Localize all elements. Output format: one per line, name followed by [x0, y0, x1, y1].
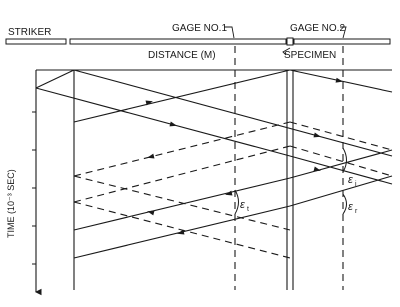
specimen-block — [287, 38, 293, 45]
vertical-position-lines — [74, 46, 343, 290]
transmitter-bar — [294, 39, 390, 44]
distance-label: DISTANCE (M) — [148, 50, 216, 61]
gage2-label: GAGE NO.2 — [290, 23, 346, 34]
plot-frame — [36, 70, 392, 292]
gage1-label: GAGE NO.1 — [172, 23, 228, 34]
strain-incident-symbol: ε — [348, 174, 353, 186]
strain-reflected-sub: r — [355, 208, 358, 215]
bar-apparatus — [6, 38, 390, 45]
strain-transmitted-symbol: ε — [240, 199, 245, 211]
strain-incident-sub: i — [355, 181, 357, 188]
time-axis-ticks — [32, 112, 36, 264]
strain-reflected-symbol: ε — [348, 201, 353, 213]
time-axis-label: TIME (10⁻³ SEC) — [6, 169, 16, 238]
strain-transmitted-sub: t — [247, 206, 249, 213]
specimen-label: SPECIMEN — [284, 50, 337, 61]
striker-bar — [6, 39, 66, 44]
compressive-wave-lines — [36, 70, 392, 258]
direction-arrows — [146, 78, 344, 236]
striker-label: STRIKER — [8, 27, 52, 38]
incident-bar — [70, 39, 286, 44]
